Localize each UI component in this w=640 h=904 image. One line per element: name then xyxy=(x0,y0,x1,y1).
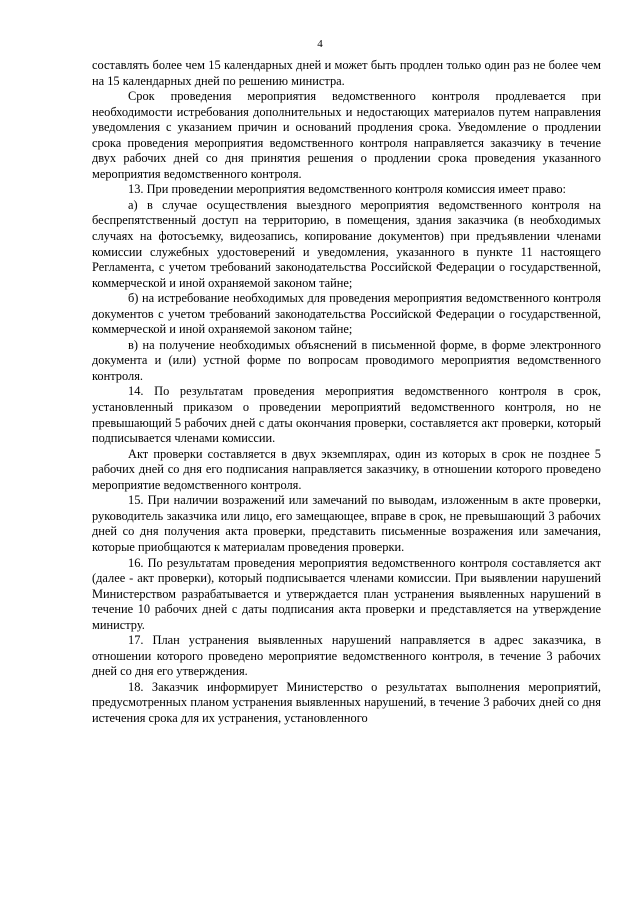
paragraph-13-commission-rights: 13. При проведении мероприятия ведомственного контроля комиссия имеет право: xyxy=(128,182,567,197)
paragraph-15-objections: 15. При наличии возражений или замечаний по выводам, изложенным в акте проверки, руководитель заказчика или лицо, его замещающее, вправе в срок, не превышающий 3 рабочих дней со дня получения акта проверки, представить письменные возражения или замечания, которые приобщаются к материалам проведения проверки. xyxy=(92,493,601,554)
paragraph-13-b-documents: б) на истребование необходимых для проведения мероприятия ведомственного контроля документов с учетом требований законодательства Российской Федерации о государственной, коммерческой и иной охраняемой законом тайне; xyxy=(92,291,601,337)
document-body xyxy=(92,58,601,727)
paragraph-17-plan-delivery: 17. План устранения выявленных нарушений направляется в адрес заказчика, в отношении которого проведено мероприятие ведомственного контроля, в течение 3 рабочих дней со дня его утверждения. xyxy=(92,633,601,679)
paragraph-18-customer-report: 18. Заказчик информирует Министерство о результатах выполнения мероприятий, предусмотренных планом устранения выявленных нарушений, в течение 3 рабочих дней со дня истечения срока для их устранения, установленного xyxy=(92,679,601,725)
paragraph-14-inspection-act: 14. По результатам проведения мероприятия ведомственного контроля в срок, установленный приказом о проведении мероприятий ведомственного контроля, но не превышающий 5 рабочих дней с даты окончания проверки, составляется акт проверки, который подписывается членами комиссии. xyxy=(92,384,601,446)
paragraph-13-c-explanations: в) на получение необходимых объяснений в письменной форме, в форме электронного документа и (или) устной форме по вопросам проводимого мероприятия ведомственного контроля. xyxy=(92,337,601,383)
page-number: 4 xyxy=(317,38,323,50)
paragraph-continuation: составлять более чем 15 календарных дней и может быть продлен только один раз не более чем на 15 календарных дней по решению министра. xyxy=(92,58,601,88)
paragraph-extension-deadline: Срок проведения мероприятия ведомственного контроля продлевается при необходимости истребования дополнительных и недостающих материалов путем направления уведомления с указанием причин и оснований продления срока. Уведомление о продлении срока проведения мероприятия ведомственного контроля направляется заказчику в течение двух рабочих дней со дня принятия решения о продлении срока проведения указанного мероприятия ведомственного контроля. xyxy=(92,89,601,181)
paragraph-act-copies: Акт проверки составляется в двух экземплярах, один из которых в срок не позднее 5 рабочих дней со дня его подписания направляется заказчику, в отношении которого проведено мероприятие ведомственного контроля. xyxy=(92,446,601,492)
paragraph-13-a-access: а) в случае осуществления выездного мероприятия ведомственного контроля на беспрепятственный доступ на территорию, в помещения, здания заказчика (в необходимых случаях на фотосъемку, видеозапись, копирование документов) при предъявлении членами комиссии служебных удостоверений и уведомления, указанного в пункте 11 настоящего Регламента, с учетом требований законодательства Российской Федерации о государственной, коммерческой и иной охраняемой законом тайне; xyxy=(92,197,601,290)
paragraph-16-remediation-plan: 16. По результатам проведения мероприятия ведомственного контроля составляется акт (далее - акт проверки), который подписывается членами комиссии. При выявлении нарушений Министерством разрабатывается и утверждается план устранения выявленных нарушений в течение 10 рабочих дней с даты подписания акта проверки и представляется на утверждение министру. xyxy=(92,555,601,632)
